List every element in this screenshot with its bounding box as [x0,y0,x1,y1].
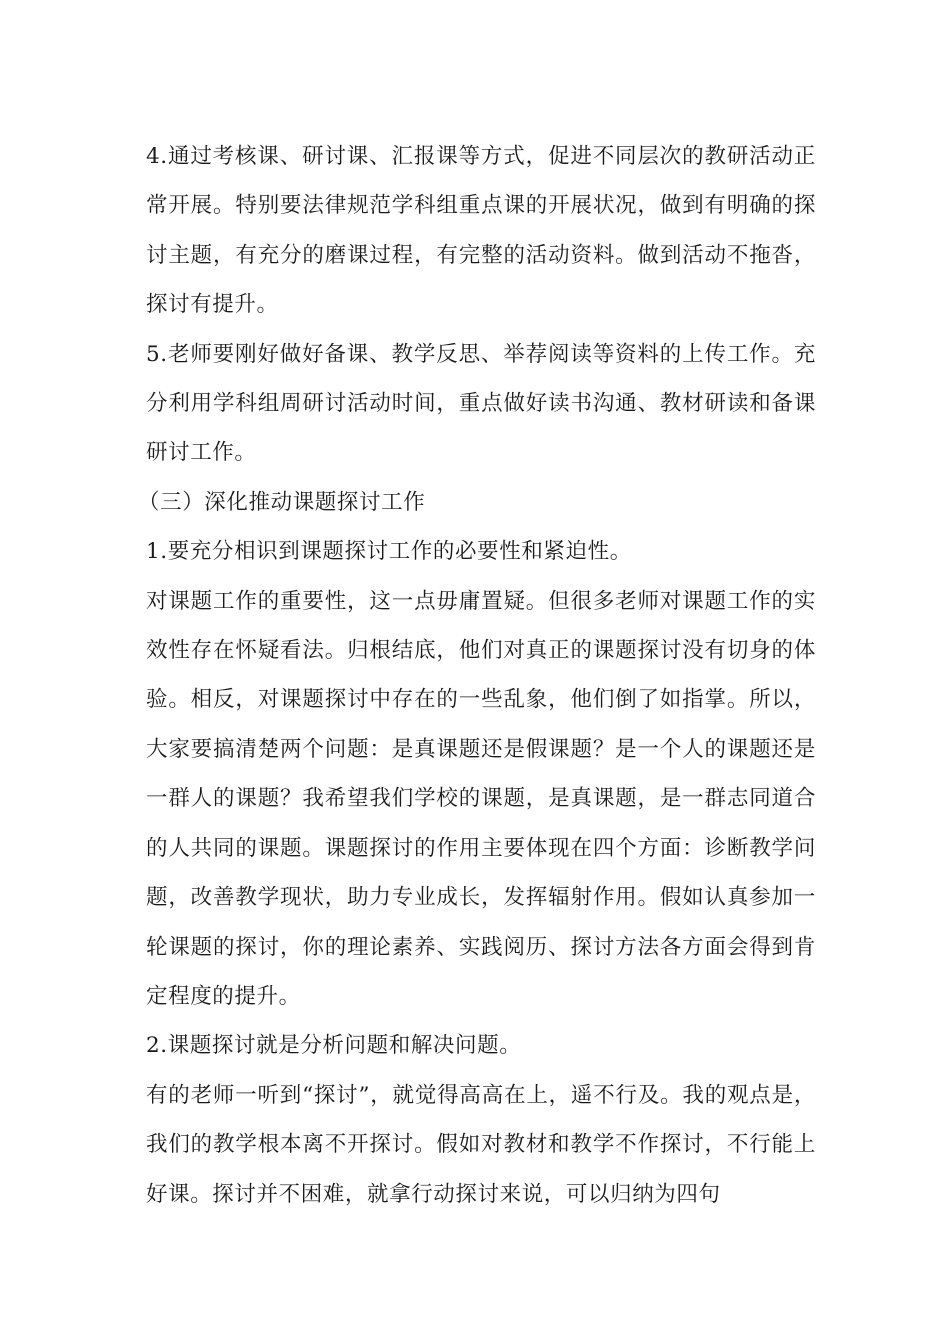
paragraph-subitem-1: 1.要充分相识到课题探讨工作的必要性和紧迫性。 [146,539,632,565]
section-heading-3: （三）深化推动课题探讨工作 [138,489,426,515]
paragraph-body-2: 有的老师一听到“探讨”，就觉得高高在上，遥不行及。我的观点是，我们的教学根本离不开探讨。假如对教材和教学不作探讨，不行能上好课。探讨并不困难，就拿行动探讨来说，可以归纳为四句 [146,1082,816,1207]
paragraph-body-1: 对课题工作的重要性，这一点毋庸置疑。但很多老师对课题工作的实效性存在怀疑看法。归根结底，他们对真正的课题探讨没有切身的体验。相反，对课题探讨中存在的一些乱象，他们倒了如指掌。所以，大家要搞清楚两个问题：是真课题还是假课题？是一个人的课题还是一群人的课题？我希望我们学校的课题，是真课题，是一群志同道合的人共同的课题。课题探讨的作用主要体现在四个方面：诊断教学问题，改善教学现状，助力专业成长，发挥辐射作用。假如认真参加一轮课题的探讨，你的理论素养、实践阅历、探讨方法各方面会得到肯定程度的提升。 [146,588,816,1009]
paragraph-item-5: 5.老师要刚好做好备课、教学反思、举荐阅读等资料的上传工作。充分利用学科组周研讨活动时间，重点做好读书沟通、教材研读和备课研讨工作。 [146,341,816,466]
document-body [138,132,816,1219]
paragraph-item-4: 4.通过考核课、研讨课、汇报课等方式，促进不同层次的教研活动正常开展。特别要法律规范学科组重点课的开展状况，做到有明确的探讨主题，有充分的磨课过程，有完整的活动资料。做到活动不拖沓，探讨有提升。 [146,144,816,318]
paragraph-subitem-2: 2.课题探讨就是分析问题和解决问题。 [146,1033,522,1059]
